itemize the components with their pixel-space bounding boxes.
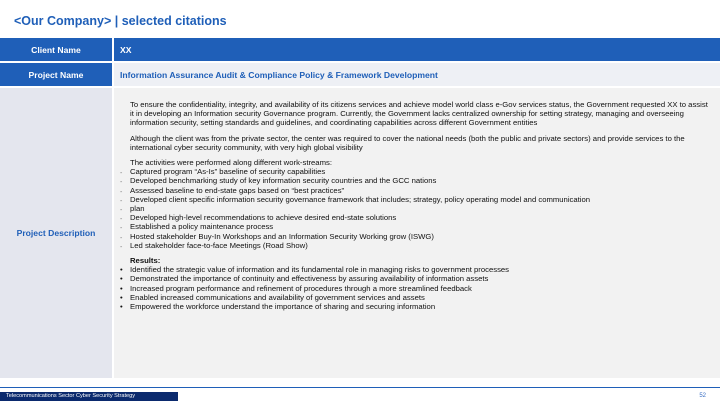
client-name-value: XX [114,38,720,61]
description-row [0,88,720,378]
project-name-value: Information Assurance Audit & Compliance Policy & Framework Development [114,63,720,86]
dash-bullet-icon: - [120,216,123,224]
dash-bullet-icon: - [120,170,123,178]
list-item [120,194,710,205]
list-item-text: Led stakeholder face-to-face Meetings (Road Show) [130,240,308,250]
dash-bullet-icon: - [120,188,123,196]
dash-bullet-icon: - [120,225,123,233]
dash-bullet-icon: - [120,179,123,187]
list-item-text: Demonstrated the importance of continuity and effectiveness by assuring availability of information assets [130,274,489,284]
bullet-icon: • [120,265,123,275]
list-item [120,204,710,215]
footer-divider [0,387,720,388]
list-item-text: Hosted stakeholder Buy-In Workshops and an Information Security Working grow (ISWG) [130,231,434,241]
project-description-label: Project Description [0,88,112,378]
list-item-text: Captured program “As-Is” baseline of security capabilities [130,167,326,177]
project-name-label: Project Name [0,63,112,86]
list-item-text: Enabled increased communications and availability of government services and assets [130,292,425,302]
page-title: <Our Company> | selected citations [14,14,227,28]
bullet-icon: • [120,302,123,312]
citation-table [0,38,720,378]
activities-intro: The activities were performed along different work-streams: [130,158,332,168]
dash-bullet-icon: - [120,207,123,215]
description-paragraph: To ensure the confidentiality, integrity, and availability of its citizens services and achieve model world class e-Gov services status, the Government requested XX to assist it in developing an Information security Governance program. Currently, the Government lacks centralized ownership for setting strategy, managing and overseeing information security, setting standards and guidelines, and coordinating capabilities across different Government entities [130,100,708,128]
list-item-text: Developed client specific information security governance framework that includes; strategy, policy operating model and communication [130,194,591,204]
list-item-text: Increased program performance and refinement of procedures through a more streamlined feedback [130,283,472,293]
dash-bullet-icon: - [120,243,123,251]
list-item [120,222,710,233]
bullet-icon: • [120,274,123,284]
list-item-text: Assessed baseline to end-state gaps based on “best practices” [130,185,345,195]
list-item [120,292,710,302]
bullet-icon: • [120,292,123,302]
list-item-text: Empowered the workforce understand the importance of sharing and securing information [130,302,436,312]
list-item [120,283,710,293]
page-number: 52 [699,393,706,399]
list-item-text: Identified the strategic value of information and its fundamental role in managing risks to government processes [130,265,510,275]
list-item-text: Developed benchmarking study of key information security countries and the GCC nations [130,176,437,186]
list-item [120,274,710,284]
list-item [120,231,710,242]
list-item [120,302,710,312]
project-row [0,63,720,86]
results-heading: Results: [130,256,161,266]
list-item [120,240,710,251]
dash-bullet-icon: - [120,234,123,242]
list-item [120,185,710,196]
list-item [120,265,710,275]
project-description-body [114,88,720,378]
client-name-label: Client Name [0,38,112,61]
list-item-text: Established a policy maintenance process [130,222,274,232]
results-list [120,265,710,312]
client-row [0,38,720,61]
list-item-text: Developed high-level recommendations to achieve desired end-state solutions [130,213,397,223]
list-item-text: plan [130,204,145,214]
list-item [120,167,710,178]
dash-bullet-icon: - [120,197,123,205]
bullet-icon: • [120,283,123,293]
list-item [120,176,710,187]
description-paragraph: Although the client was from the private sector, the center was required to cover the national needs (both the public and private sectors) and provide services to the international cyber security community, with very high global visibility [130,133,685,152]
footer-label: Telecommunications Sector Cyber Security Strategy [0,392,178,401]
activities-list [120,167,710,251]
list-item [120,213,710,224]
